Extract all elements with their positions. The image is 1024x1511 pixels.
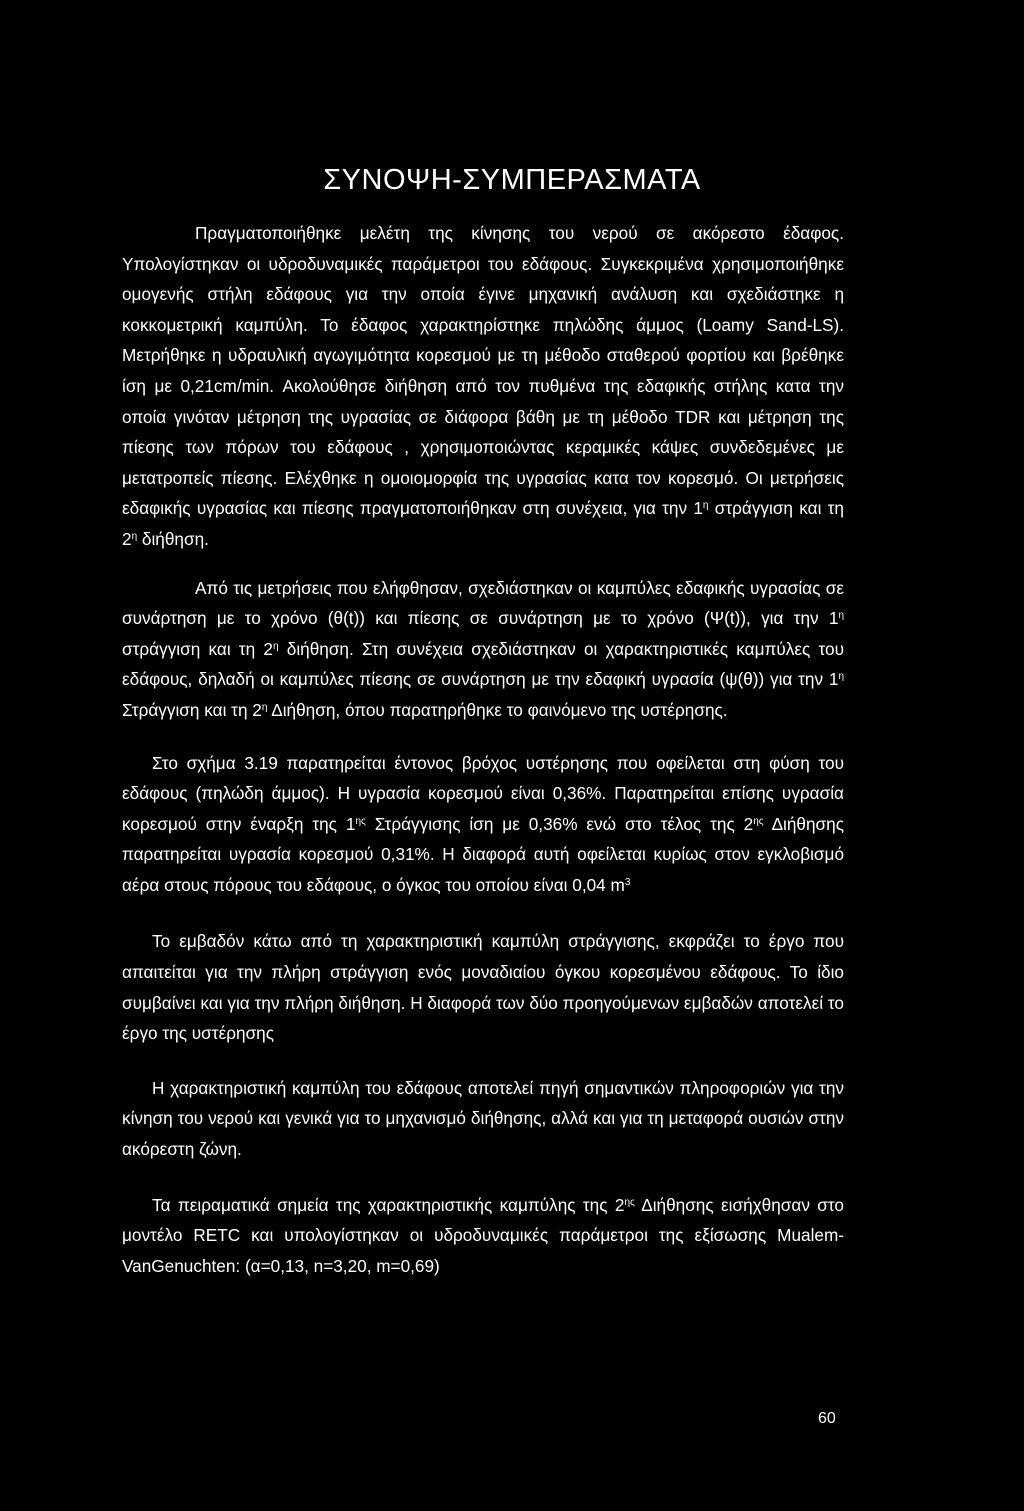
paragraph-text: Το εμβαδόν κάτω από τη χαρακτηριστική καμπύλη στράγγισης, εκφράζει το έργο που απαιτείται για την πλήρη στράγγιση ενός μοναδιαίου όγκου κορεσμένου εδάφους. Το ίδιο συμβαίνει και για την πλήρη διήθηση. Η διαφορά των δύο προηγούμενων εμβαδών αποτελεί το έργο της υστέρησης <box>122 931 844 1044</box>
superscript: η <box>838 610 844 622</box>
superscript: η <box>261 701 268 713</box>
paragraph-text: Από τις μετρήσεις που ελήφθησαν, σχεδιάστηκαν οι καμπύλες εδαφικής υγρασίας σε συνάρτηση με το χρόνο (θ(t)) και πίεσης σε συνάρτηση με το χρόνο (Ψ(t)), για την 1 <box>122 577 844 629</box>
paragraph-area <box>122 926 844 1048</box>
superscript: ης <box>753 815 764 827</box>
superscript: 3 <box>624 876 631 888</box>
superscript: η <box>272 640 279 652</box>
paragraph-text: διήθηση. Στη συνέχεια σχεδιάστηκαν οι χαρακτηριστικές καμπύλες του εδάφους, δηλαδή οι καμπύλες πίεσης σε συνάρτηση με την εδαφική υγρασία (ψ(θ)) για την 1 <box>122 638 845 690</box>
superscript: ης <box>355 815 366 827</box>
paragraph-text: Πραγματοποιήθηκε μελέτη της κίνησης του νερού σε ακόρεστο έδαφος. Υπολογίστηκαν οι υδροδυναμικές παράμετροι του εδάφους. Συγκεκριμένα χρησιμοποιήθηκε ομογενής στήλη εδάφους για την οποία έγινε μηχανική ανάλυση και σχεδιάστηκε η κοκκομετρική καμπύλη. Το έδαφος χαρακτηρίστηκε πηλώδης άμμος (Loamy Sand-LS). Μετρήθηκε η υδραυλική αγωγιμότητα κορεσμού με τη μέθοδο σταθερού φορτίου και βρέθηκε ίση με 0,21cm/min. Ακολούθησε διήθηση από τον πυθμένα της εδαφικής στήλης κατα την οποία γινόταν μέτρηση της υγρασίας σε διάφορα βάθη με τη μέθοδο TDR και μέτρηση της πίεσης των πόρων του εδάφους , χρησιμοποιώντας κεραμικές κάψες συνδεδεμένες με μετατροπείς πίεσης. Ελέχθηκε η ομοιομορφία της υγρασίας κατα τον κορεσμό. Οι μετρήσεις εδαφικής υγρασίας και πίεσης πραγματοποιήθηκαν στη συνέχεια, για την 1 <box>122 223 844 519</box>
page-number: 60 <box>818 1410 836 1427</box>
paragraph-text: Η χαρακτηριστική καμπύλη του εδάφους αποτελεί πηγή σημαντικών πληροφοριών για την κίνηση του νερού και γενικά για το μηχανισμό διήθησης, αλλά και για τη μεταφορά ουσιών στην ακόρεστη ζώνη. <box>122 1077 844 1160</box>
document-body <box>122 218 844 1281</box>
paragraph-characteristic-curve <box>122 1073 844 1165</box>
paragraph-text: Στράγγιση και τη 2 <box>122 699 262 720</box>
superscript: η <box>131 530 138 542</box>
paragraph-text: Διήθησης παρατηρείται υγρασία κορεσμού 0,31%. Η διαφορά αυτή οφείλεται κυρίως στον εγκλοβισμό αέρα στους πόρους του εδάφους, ο όγκος του οποίου είναι 0,04 m <box>122 813 844 895</box>
paragraph-text: διήθηση. <box>137 528 209 549</box>
superscript: η <box>838 671 844 683</box>
superscript: ης <box>624 1196 635 1208</box>
paragraph-text: Στράγγισης ίση με 0,36% ενώ στο τέλος της 2 <box>365 813 754 834</box>
paragraph-text: Διήθησης εισήχθησαν στο μοντέλο RETC και υπολογίστηκαν οι υδροδυναμικές παράμετροι της εξίσωσης Mualem-VanGenuchten: (α=0,13, n=3,20, m=0,69) <box>122 1194 844 1276</box>
paragraph-text: Διήθηση, όπου παρατηρήθηκε το φαινόμενο της υστέρησης. <box>267 699 728 720</box>
paragraph-hysteresis <box>122 748 844 901</box>
page-title: ΣΥΝΟΨΗ-ΣΥΜΠΕΡΑΣΜΑΤΑ <box>323 164 701 196</box>
paragraph-text: στράγγιση και τη 2 <box>122 638 273 659</box>
paragraph-summary <box>122 218 844 555</box>
paragraph-text: στράγγιση και τη 2 <box>122 498 844 549</box>
superscript: η <box>702 500 709 512</box>
paragraph-retc-model <box>122 1190 844 1282</box>
paragraph-text: Τα πειραματικά σημεία της χαρακτηριστικής καμπύλης της 2 <box>152 1194 625 1215</box>
paragraph-text: Στο σχήμα 3.19 παρατηρείται έντονος βρόχος υστέρησης που οφείλεται στη φύση του εδάφους (πηλώδη άμμος). Η υγρασία κορεσμού είναι 0,36%. Παρατηρείται επίσης υγρασία κορεσμού στην έναρξη της 1 <box>122 752 844 834</box>
paragraph-curves <box>122 573 844 726</box>
